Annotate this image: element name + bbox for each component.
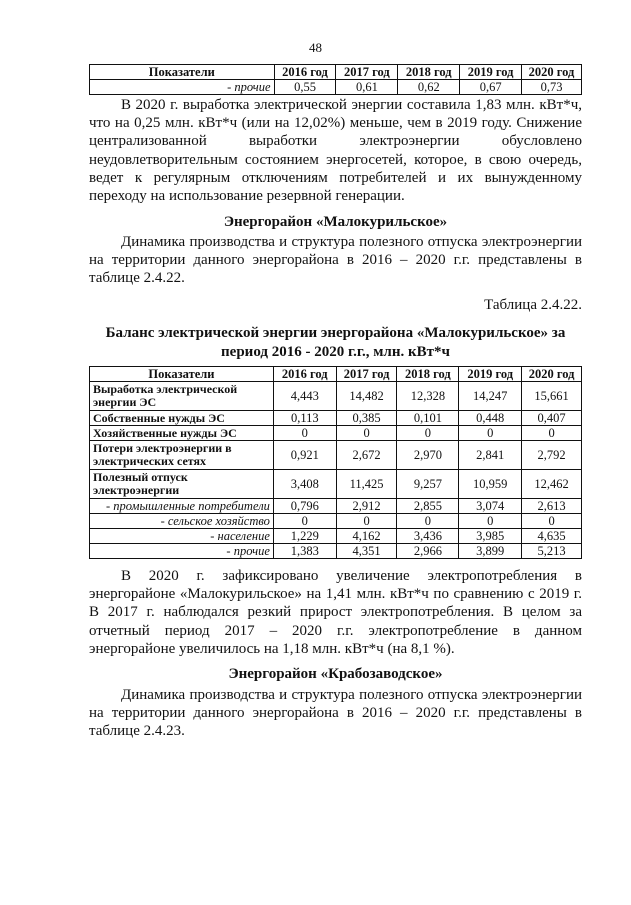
cell: 2,613 <box>522 499 582 514</box>
row-label: Хозяйственные нужды ЭС <box>90 426 274 441</box>
cell: 1,229 <box>273 529 336 544</box>
header-indicators: Показатели <box>90 65 275 80</box>
header-2019: 2019 год <box>460 65 522 80</box>
header-2016: 2016 год <box>274 65 336 80</box>
cell: 15,661 <box>522 382 582 411</box>
table-row-household-needs <box>90 426 582 441</box>
table-header-row <box>90 65 582 80</box>
header-2017: 2017 год <box>336 367 397 382</box>
paragraph-generation-2020: В 2020 г. выработка электрической энергии составила 1,83 млн. кВт*ч, что на 0,25 млн. кВт*ч (или на 12,02%) меньше, чем в 2019 году. Снижение централизованной выработки электроэнергии обусловлено неудовлетворительным состоянием энергосетей, которое, в свою очередь, ведет к регулярным отключениям потребителей и их вынужденному переходу на использование резервной генерации. <box>89 97 582 205</box>
paragraph-dynamics-next-table: Динамика производства и структура полезного отпуска электроэнергии на территории данного энергорайона в 2016 – 2020 г.г. представлены в таблице 2.4.23. <box>89 687 582 740</box>
header-2018: 2018 год <box>397 367 459 382</box>
table-row-losses <box>90 441 582 470</box>
cell: 9,257 <box>397 470 459 499</box>
section-heading-krabozavodskoe: Энергорайон «Крабозаводское» <box>228 666 443 682</box>
table-row-generation <box>90 382 582 411</box>
cell: 3,899 <box>459 544 522 559</box>
header-2018: 2018 год <box>398 65 460 80</box>
cell: 0 <box>336 514 397 529</box>
header-indicators: Показатели <box>90 367 274 382</box>
cell: 0,62 <box>398 80 460 95</box>
page-number: 48 <box>309 40 322 55</box>
row-label: - население <box>90 529 274 544</box>
header-2016: 2016 год <box>273 367 336 382</box>
cell: 2,855 <box>397 499 459 514</box>
section-heading-malokurilskoe: Энергорайон «Малокурильское» <box>223 214 448 230</box>
cell: 0 <box>273 426 336 441</box>
cell: 0,55 <box>274 80 336 95</box>
table-row <box>90 80 582 95</box>
cell: 0 <box>397 426 459 441</box>
cell: 3,074 <box>459 499 522 514</box>
row-label: Выработка электрической энергии ЭС <box>90 382 274 411</box>
cell: 0 <box>397 514 459 529</box>
cell: 3,408 <box>273 470 336 499</box>
header-2020: 2020 год <box>522 65 582 80</box>
table-title: Баланс электрической энергии энергорайона «Малокурильское» за период 2016 - 2020 г.г., млн. кВт*ч <box>105 325 566 360</box>
row-label: Собственные нужды ЭС <box>90 411 274 426</box>
cell: 11,425 <box>336 470 397 499</box>
row-label: - сельское хозяйство <box>90 514 274 529</box>
cell: 0,796 <box>273 499 336 514</box>
table-header-row <box>90 367 582 382</box>
cell: 0,61 <box>336 80 398 95</box>
cell: 0,67 <box>460 80 522 95</box>
cell: 14,247 <box>459 382 522 411</box>
header-2017: 2017 год <box>336 65 398 80</box>
table-row-population <box>90 529 582 544</box>
cell: 0 <box>459 426 522 441</box>
cell: 4,162 <box>336 529 397 544</box>
table-caption: Таблица 2.4.22. <box>484 297 582 313</box>
cell: 0,385 <box>336 411 397 426</box>
cell: 3,985 <box>459 529 522 544</box>
cell: 12,462 <box>522 470 582 499</box>
cell: 14,482 <box>336 382 397 411</box>
cell: 12,328 <box>397 382 459 411</box>
cell: 10,959 <box>459 470 522 499</box>
cell: 4,443 <box>273 382 336 411</box>
cell: 2,841 <box>459 441 522 470</box>
table-continuation <box>89 64 582 95</box>
cell: 0 <box>459 514 522 529</box>
table-row-other <box>90 544 582 559</box>
cell: 0 <box>336 426 397 441</box>
cell: 0,113 <box>273 411 336 426</box>
cell: 0,448 <box>459 411 522 426</box>
cell: 4,351 <box>336 544 397 559</box>
cell: 5,213 <box>522 544 582 559</box>
paragraph-consumption-increase: В 2020 г. зафиксировано увеличение электропотребления в энергорайоне «Малокурильское» на 1,41 млн. кВт*ч по сравнению с 2019 г. В 2017 г. наблюдался резкий прирост электропотребления. В целом за отчетный период 2017 – 2020 г.г. электропотребление в данном энергорайоне увеличилось на 1,18 млн. кВт*ч (на 8,1 %). <box>89 568 582 657</box>
cell: 3,436 <box>397 529 459 544</box>
row-label: Полезный отпуск электроэнергии <box>90 470 274 499</box>
cell: 0 <box>522 514 582 529</box>
table-row-useful-supply <box>90 470 582 499</box>
cell: 0,407 <box>522 411 582 426</box>
cell: 0 <box>522 426 582 441</box>
cell: 2,970 <box>397 441 459 470</box>
cell: 2,912 <box>336 499 397 514</box>
cell: 2,966 <box>397 544 459 559</box>
cell: 2,792 <box>522 441 582 470</box>
row-label: - промышленные потребители <box>90 499 274 514</box>
paragraph-dynamics-intro: Динамика производства и структура полезного отпуска электроэнергии на территории данного энергорайона в 2016 – 2020 г.г. представлены в таблице 2.4.22. <box>89 234 582 287</box>
table-row-industrial <box>90 499 582 514</box>
cell: 2,672 <box>336 441 397 470</box>
cell: 4,635 <box>522 529 582 544</box>
cell: 1,383 <box>273 544 336 559</box>
cell: 0,921 <box>273 441 336 470</box>
row-label: Потери электроэнергии в электрических сетях <box>90 441 274 470</box>
header-2020: 2020 год <box>522 367 582 382</box>
table-row-own-needs <box>90 411 582 426</box>
row-label: - прочие <box>90 544 274 559</box>
header-2019: 2019 год <box>459 367 522 382</box>
cell: 0 <box>273 514 336 529</box>
cell: 0,73 <box>522 80 582 95</box>
row-label: - прочие <box>90 80 275 95</box>
table-row-agriculture <box>90 514 582 529</box>
cell: 0,101 <box>397 411 459 426</box>
balance-table <box>89 366 582 559</box>
